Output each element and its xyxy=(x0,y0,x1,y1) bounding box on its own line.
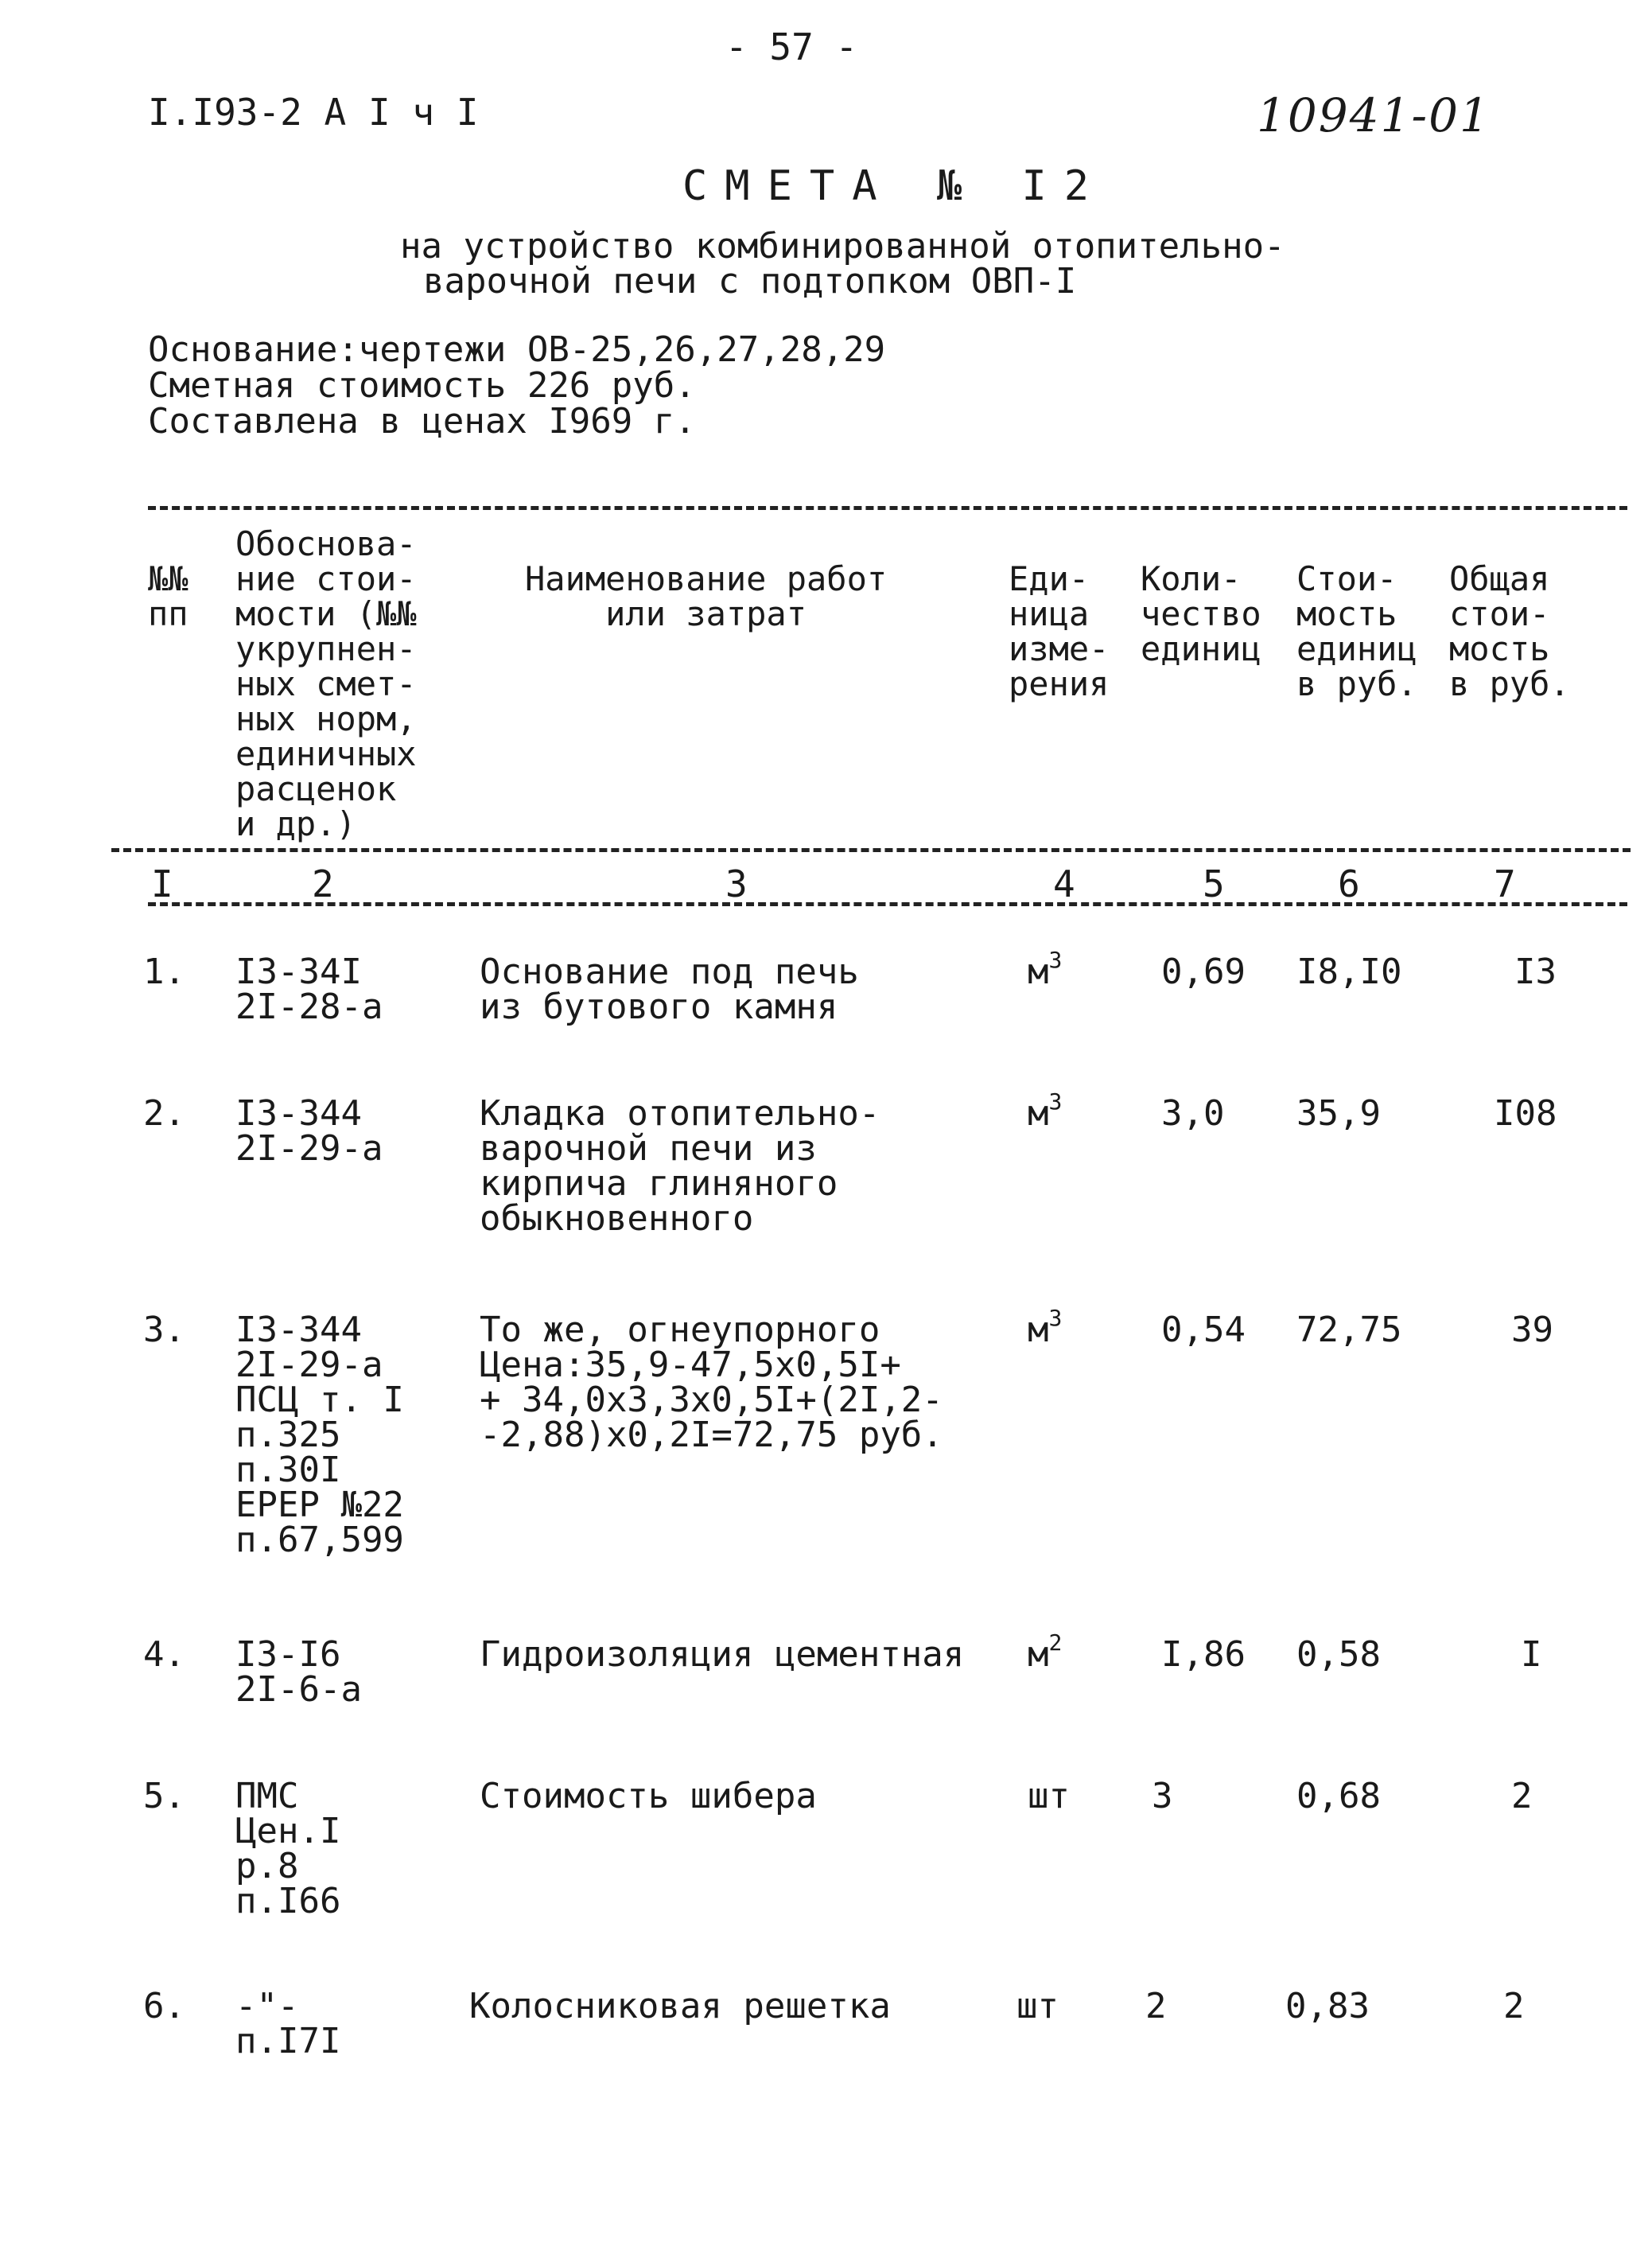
row-unit-cost: 0,83 xyxy=(1285,1986,1370,2026)
row-quantity: 3,0 xyxy=(1161,1093,1225,1134)
column-number: 4 xyxy=(1053,862,1075,905)
row-total-cost: I3 xyxy=(1514,952,1557,992)
column-number: 2 xyxy=(312,862,334,905)
estimate-title: СМЕТА № I2 xyxy=(682,162,1107,210)
row-basis: ПМС Цен.I р.8 п.I66 xyxy=(235,1776,341,1921)
row-quantity: I,86 xyxy=(1161,1634,1246,1675)
page-number: - 57 - xyxy=(725,25,858,68)
row-number: 3. xyxy=(143,1310,185,1350)
estimate-subtitle-line-2: варочной печи с подтопком ОВП-I xyxy=(423,261,1077,302)
row-quantity: 0,69 xyxy=(1161,952,1246,992)
header-name: Наименование работ или затрат xyxy=(525,559,888,633)
row-number: 6. xyxy=(143,1986,185,2026)
row-unit-cost: 0,68 xyxy=(1296,1776,1381,1816)
table-header-rule xyxy=(111,848,1631,852)
row-unit: $м^3$ xyxy=(1028,947,1063,992)
row-number: 2. xyxy=(143,1093,185,1134)
basis-estimated-cost: Сметная стоимость 226 руб. xyxy=(148,365,696,406)
row-basis: I3-344 2I-29-а xyxy=(235,1093,383,1169)
row-number: 1. xyxy=(143,952,185,992)
header-total-cost: Общая стои- мость в руб. xyxy=(1449,559,1570,703)
header-unit-cost: Стои- мость единиц в руб. xyxy=(1296,559,1417,703)
row-total-cost: I08 xyxy=(1494,1093,1557,1134)
row-number: 4. xyxy=(143,1634,185,1675)
column-numbers-rule xyxy=(148,902,1627,906)
handwritten-code: 10941-01 xyxy=(1257,88,1491,142)
row-total-cost: 2 xyxy=(1503,1986,1525,2026)
row-basis: I3-344 2I-29-а ПСЦ т. I п.325 п.30I ЕРЕР №22 п.67,599 xyxy=(235,1310,404,1560)
column-number: 5 xyxy=(1203,862,1225,905)
row-quantity: 0,54 xyxy=(1161,1310,1246,1350)
row-name: То же, огнеупорного Цена:35,9-47,5х0,5I+ + 34,0х3,3х0,5I+(2I,2- -2,88)х0,2I=72,75 руб. xyxy=(480,1310,943,1455)
row-unit-cost: 72,75 xyxy=(1296,1310,1402,1350)
row-unit: шт xyxy=(1016,1986,1059,2026)
row-quantity: 2 xyxy=(1145,1986,1167,2026)
row-unit: $м^3$ xyxy=(1028,1088,1063,1134)
column-number: 7 xyxy=(1494,862,1516,905)
row-name: Основание под печь из бутового камня xyxy=(480,952,859,1027)
row-total-cost: I xyxy=(1521,1634,1542,1675)
column-number: 6 xyxy=(1338,862,1360,905)
row-unit-cost: 0,58 xyxy=(1296,1634,1381,1675)
header-num: №№ пп xyxy=(148,559,189,633)
row-unit: $м^2$ xyxy=(1028,1629,1063,1675)
header-unit: Еди- ница изме- рения xyxy=(1009,559,1110,703)
row-total-cost: 39 xyxy=(1511,1310,1553,1350)
row-unit: шт xyxy=(1028,1776,1070,1816)
column-number: 3 xyxy=(725,862,748,905)
basis-drawings: Основание:чертежи ОВ-25,26,27,28,29 xyxy=(148,329,886,370)
estimate-subtitle-line-1: на устройство комбинированной отопительно- xyxy=(400,226,1285,267)
row-basis: -"- п.I7I xyxy=(235,1986,341,2061)
header-basis: Обоснова- ние стои- мости (№№ укрупнен- ных смет- ных норм, единичных расценок и др.) xyxy=(235,524,417,843)
row-basis: I3-34I 2I-28-а xyxy=(235,952,383,1027)
basis-price-year: Составлена в ценах I969 г. xyxy=(148,401,696,442)
row-total-cost: 2 xyxy=(1511,1776,1533,1816)
row-quantity: 3 xyxy=(1152,1776,1173,1816)
column-number: I xyxy=(151,862,173,905)
table-top-rule xyxy=(148,506,1627,510)
header-quantity: Коли- чество единиц xyxy=(1141,559,1261,668)
row-name: Колосниковая решетка xyxy=(469,1986,891,2026)
row-unit-cost: I8,I0 xyxy=(1296,952,1402,992)
row-unit: $м^3$ xyxy=(1028,1305,1063,1350)
row-unit-cost: 35,9 xyxy=(1296,1093,1381,1134)
row-basis: I3-I6 2I-6-а xyxy=(235,1634,362,1710)
row-name: Кладка отопительно- варочной печи из кирпича глиняного обыкновенного xyxy=(480,1093,880,1239)
row-number: 5. xyxy=(143,1776,185,1816)
row-name: Стоимость шибера xyxy=(480,1776,817,1816)
document-code: I.I93-2 А I ч I xyxy=(148,91,479,134)
row-name: Гидроизоляция цементная xyxy=(480,1634,965,1675)
